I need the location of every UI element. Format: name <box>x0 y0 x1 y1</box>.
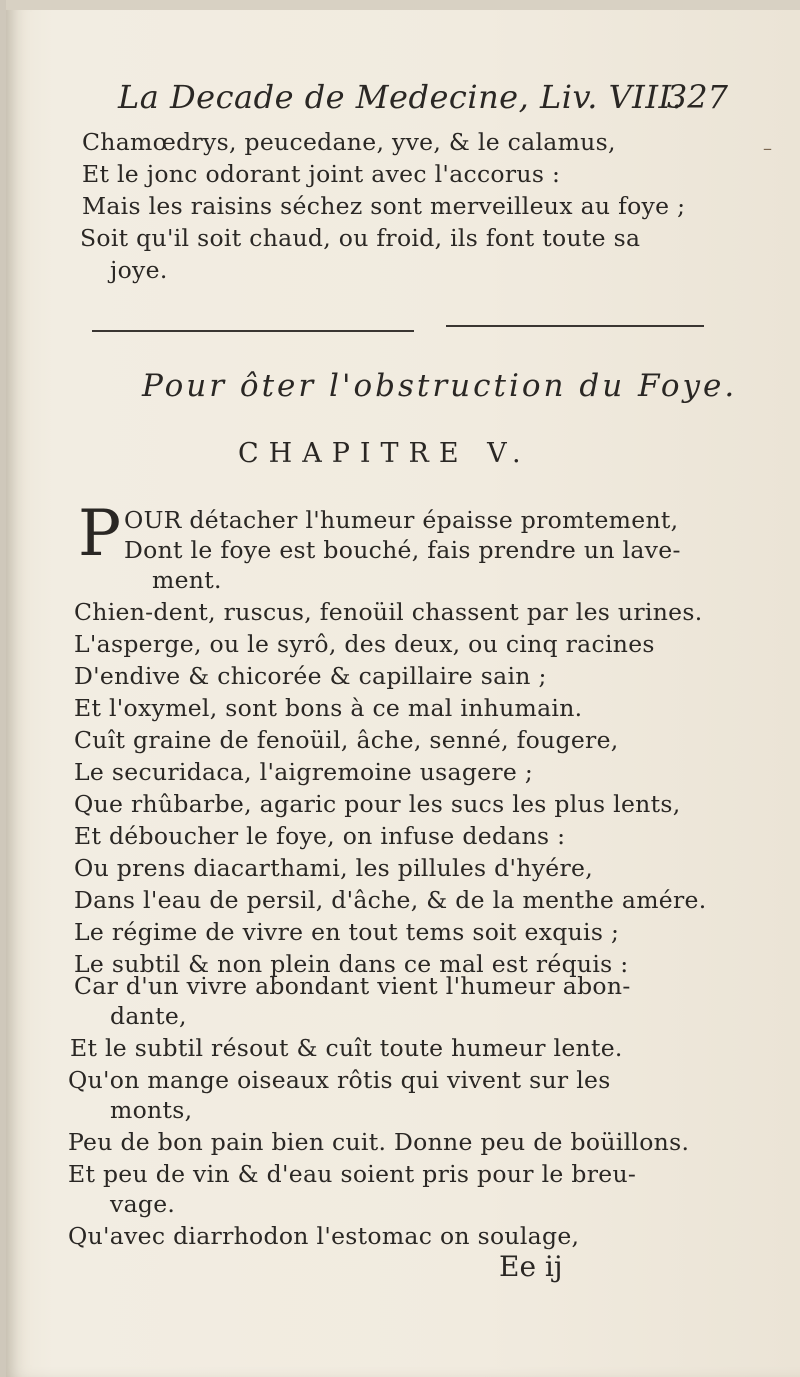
running-header <box>118 78 728 124</box>
verse-line: Dans l'eau de persil, d'âche, & de la menthe amére. <box>74 886 707 914</box>
drop-cap: P <box>78 497 122 571</box>
catchword: Ee ij <box>499 1250 563 1283</box>
verse-line: Et déboucher le foye, on infuse dedans : <box>74 822 566 850</box>
verse-line: Qu'on mange oiseaux rôtis qui vivent sur les <box>68 1066 611 1094</box>
verse-line: Peu de bon pain bien cuit. Donne peu de boüillons. <box>68 1128 690 1156</box>
page-number: 327 <box>666 78 728 116</box>
verse-line: monts, <box>110 1096 193 1124</box>
verse-line: OUR détacher l'humeur épaisse promtement, <box>124 506 679 534</box>
verse-line: Le securidaca, l'aigremoine usagere ; <box>74 758 534 786</box>
verse-line: Et peu de vin & d'eau soient pris pour le breu- <box>68 1160 637 1188</box>
verse-line: Soit qu'il soit chaud, ou froid, ils font toute sa <box>80 224 641 252</box>
book-page <box>6 0 800 1377</box>
verse-line: Le régime de vivre en tout tems soit exquis ; <box>74 918 620 946</box>
margin-mark: – <box>763 138 772 159</box>
verse-line: Mais les raisins séchez sont merveilleux au foye ; <box>82 192 686 220</box>
verse-line: Que rhûbarbe, agaric pour les sucs les plus lents, <box>74 790 681 818</box>
section-divider-right <box>446 325 704 327</box>
verse-line: Car d'un vivre abondant vient l'humeur abon- <box>74 972 631 1000</box>
section-divider-left <box>92 330 414 332</box>
section-title: Pour ôter l'obstruction du Foye. <box>142 368 738 404</box>
verse-line: Chamœdrys, peucedane, yve, & le calamus, <box>82 128 616 156</box>
chapter-heading: CHAPITRE V. <box>238 438 531 469</box>
verse-line: Le subtil & non plein dans ce mal est réquis : <box>74 950 629 978</box>
verse-line: Qu'avec diarrhodon l'estomac on soulage, <box>68 1222 580 1250</box>
verse-line: Et l'oxymel, sont bons à ce mal inhumain. <box>74 694 583 722</box>
verse-line: Dont le foye est bouché, fais prendre un lave- <box>124 536 681 564</box>
page-top-edge <box>6 0 800 10</box>
verse-line: Et le subtil résout & cuît toute humeur lente. <box>70 1034 623 1062</box>
verse-line: dante, <box>110 1002 187 1030</box>
verse-line: Chien-dent, ruscus, fenoüil chassent par les urines. <box>74 598 703 626</box>
running-title: La Decade de Medecine, Liv. VIII. <box>118 78 683 116</box>
verse-line: Cuît graine de fenoüil, âche, senné, fougere, <box>74 726 619 754</box>
verse-line: D'endive & chicorée & capillaire sain ; <box>74 662 547 690</box>
verse-line: joye. <box>110 256 168 284</box>
verse-line: Et le jonc odorant joint avec l'accorus : <box>82 160 561 188</box>
verse-line: Ou prens diacarthami, les pillules d'hyére, <box>74 854 593 882</box>
verse-line: L'asperge, ou le syrô, des deux, ou cinq racines <box>74 630 655 658</box>
verse-line: ment. <box>152 566 222 594</box>
verse-line: vage. <box>110 1190 176 1218</box>
